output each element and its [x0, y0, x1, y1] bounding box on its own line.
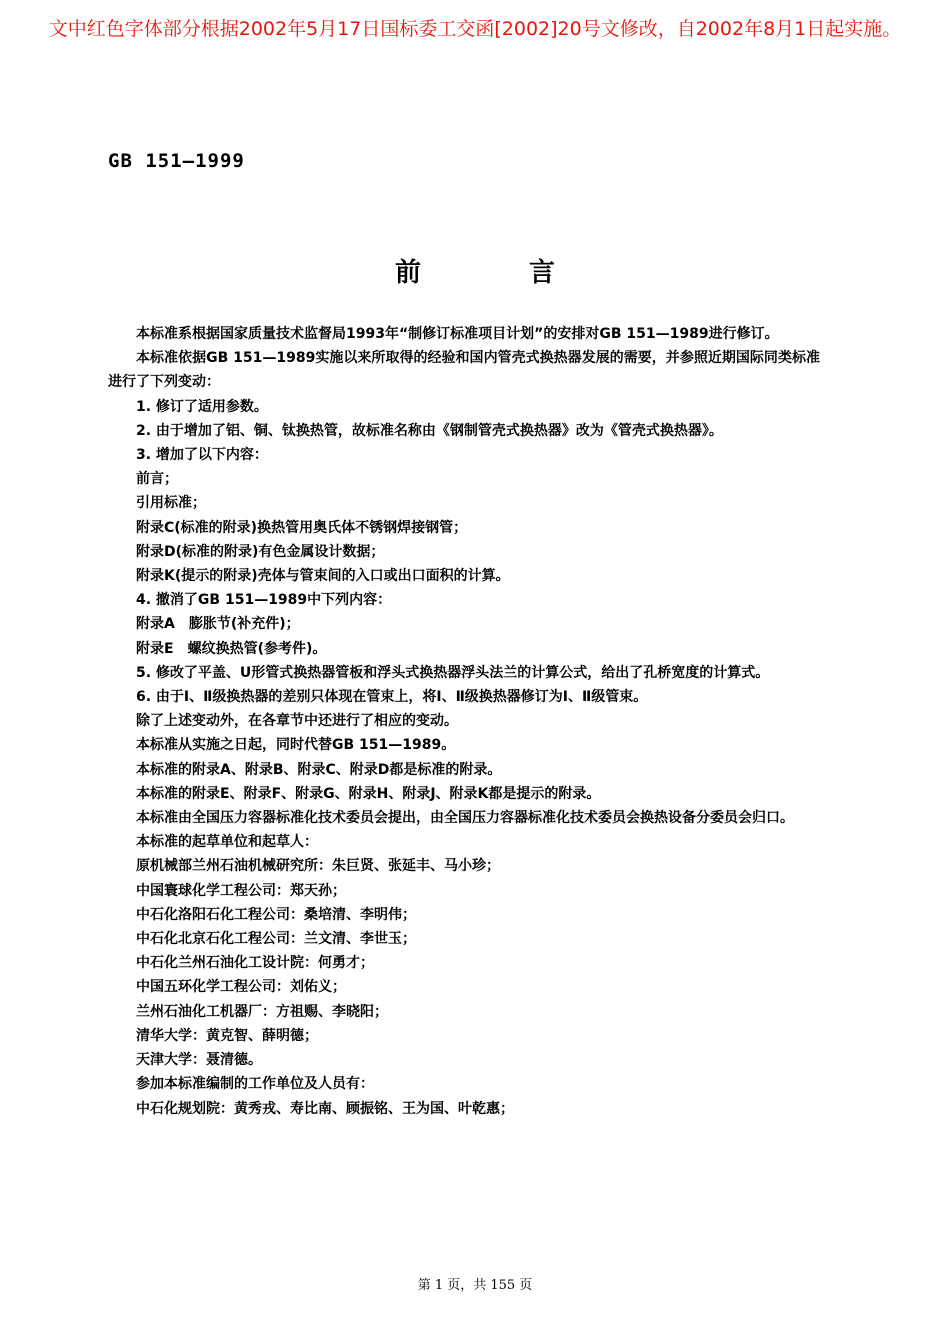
paragraph: 3. 增加了以下内容： [136, 447, 268, 464]
paragraph: 附录A 膨胀节(补充件)； [136, 616, 300, 633]
paragraph: 附录K(提示的附录)壳体与管束间的入口或出口面积的计算。 [136, 568, 510, 585]
paragraph: 天津大学：聂清德。 [136, 1052, 262, 1069]
paragraph: 本标准的附录A、附录B、附录C、附录D都是标准的附录。 [136, 761, 502, 778]
page-footer: 第 1 页，共 155 页 [417, 1278, 533, 1293]
paragraph: 本标准的起草单位和起草人： [136, 834, 318, 851]
paragraph: 本标准的附录E、附录F、附录G、附录H、附录J、附录K都是提示的附录。 [136, 785, 601, 802]
paragraph: 1. 修订了适用参数。 [136, 398, 268, 415]
paragraph: 附录E 螺纹换热管(参考件)。 [136, 640, 327, 657]
paragraph: 中石化洛阳石化工程公司：桑培清、李明伟； [136, 906, 416, 923]
paragraph: 附录D(标准的附录)有色金属设计数据； [136, 543, 385, 560]
paragraph: 中石化北京石化工程公司：兰文清、李世玉； [136, 931, 416, 948]
paragraph: 4. 撤消了GB 151—1989中下列内容： [136, 592, 392, 609]
paragraph: 除了上述变动外，在各章节中还进行了相应的变动。 [136, 713, 458, 730]
paragraph: 本标准依据GB 151—1989实施以来所取得的经验和国内管壳式换热器发展的需要，并参照近期国际同类标准进行了下列变动： [108, 350, 820, 391]
standard-code: GB 151—1999 [108, 150, 245, 172]
body-text [108, 322, 820, 1121]
paragraph: 6. 由于Ⅰ、Ⅱ级换热器的差别只体现在管束上，将Ⅰ、Ⅱ级换热器修订为Ⅰ、Ⅱ级管束。 [136, 689, 648, 706]
paragraph: 本标准由全国压力容器标准化技术委员会提出，由全国压力容器标准化技术委员会换热设备分委员会归口。 [136, 810, 794, 827]
paragraph: 中石化规划院：黄秀戎、寿比南、顾振铭、王为国、叶乾惠； [136, 1100, 514, 1117]
paragraph: 参加本标准编制的工作单位及人员有： [136, 1076, 374, 1093]
paragraph: 本标准系根据国家质量技术监督局1993年“制修订标准项目计划”的安排对GB 151—1989进行修订。 [136, 326, 779, 342]
section-heading [395, 252, 555, 289]
heading-char-2: 言 [528, 258, 555, 288]
revision-notice: 文中红色字体部分根据2002年5月17日国标委工交函[2002]20号文修改，自2002年8月1日起实施。 [48, 18, 902, 40]
paragraph: 5. 修改了平盖、U形管式换热器管板和浮头式换热器浮头法兰的计算公式，给出了孔桥宽度的计算式。 [136, 664, 770, 681]
paragraph: 中石化兰州石油化工设计院：何勇才； [136, 955, 374, 972]
heading-char-1: 前 [395, 258, 422, 288]
paragraph: 前言； [136, 471, 178, 488]
paragraph: 本标准从实施之日起，同时代替GB 151—1989。 [136, 737, 456, 754]
paragraph: 兰州石油化工机器厂：方祖赐、李晓阳； [136, 1003, 388, 1020]
paragraph: 引用标准； [136, 495, 206, 512]
paragraph: 清华大学：黄克智、薛明德； [136, 1027, 318, 1044]
paragraph: 中国五环化学工程公司：刘佑义； [136, 979, 346, 996]
paragraph: 附录C(标准的附录)换热管用奥氏体不锈钢焊接钢管； [136, 519, 468, 536]
paragraph: 原机械部兰州石油机械研究所：朱巨贤、张延丰、马小珍； [136, 858, 500, 875]
paragraph: 中国寰球化学工程公司：郑天孙； [136, 882, 346, 899]
paragraph: 2. 由于增加了铝、铜、钛换热管，故标准名称由《钢制管壳式换热器》改为《管壳式换热器》。 [136, 422, 723, 439]
